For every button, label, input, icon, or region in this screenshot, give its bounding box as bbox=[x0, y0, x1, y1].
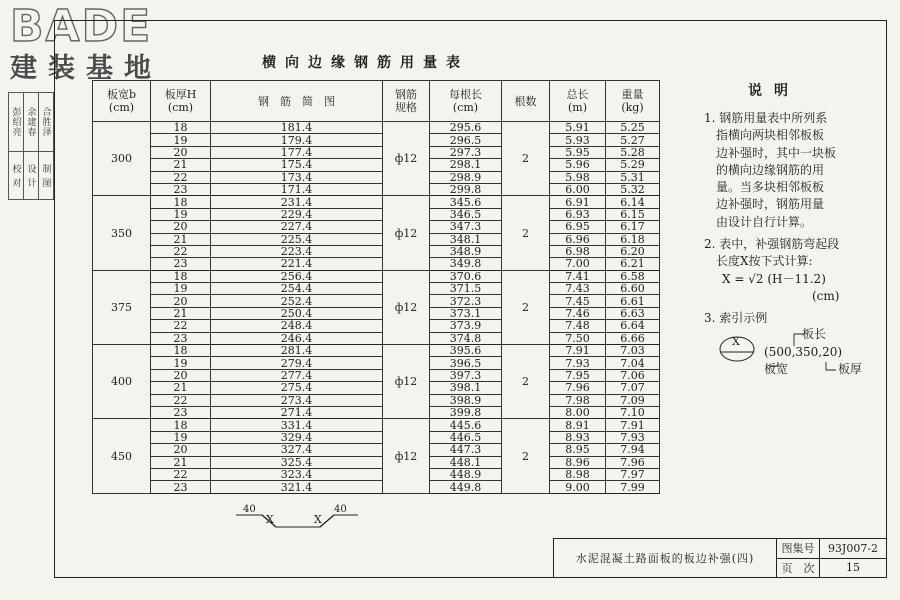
cell-width: 450 bbox=[93, 419, 151, 493]
cell-diagram-length: 221.4 bbox=[211, 258, 383, 270]
cell-weight: 7.04 bbox=[606, 357, 660, 369]
cell-diagram-length: 181.4 bbox=[211, 122, 383, 134]
cell-length-each: 345.6 bbox=[430, 196, 502, 208]
cell-thickness: 18 bbox=[151, 419, 211, 431]
cell-weight: 6.20 bbox=[606, 245, 660, 257]
cell-spec: ф12 bbox=[383, 419, 430, 493]
cell-length-each: 445.6 bbox=[430, 419, 502, 431]
cell-thickness: 22 bbox=[151, 171, 211, 183]
cell-thickness: 18 bbox=[151, 345, 211, 357]
cell-weight: 5.32 bbox=[606, 183, 660, 195]
cell-thickness: 20 bbox=[151, 444, 211, 456]
note-formula-unit: (cm) bbox=[812, 289, 840, 303]
diagram-label-right: 40 bbox=[334, 504, 347, 515]
table-row bbox=[93, 369, 660, 381]
cell-total-length: 7.98 bbox=[550, 394, 606, 406]
table-row bbox=[93, 468, 660, 480]
cell-thickness: 21 bbox=[151, 307, 211, 319]
cell-weight: 6.17 bbox=[606, 221, 660, 233]
table-row bbox=[93, 419, 660, 431]
page-number-value: 15 bbox=[820, 558, 887, 578]
note-line: 由设计自行计算。 bbox=[716, 214, 813, 229]
cell-width: 400 bbox=[93, 345, 151, 419]
cell-diagram-length: 252.4 bbox=[211, 295, 383, 307]
cell-diagram-length: 171.4 bbox=[211, 183, 383, 195]
header-total-length: 总长 (m) bbox=[550, 81, 606, 122]
cell-total-length: 7.91 bbox=[550, 345, 606, 357]
approval-role: 设 计 bbox=[24, 152, 39, 200]
cell-total-length: 7.50 bbox=[550, 332, 606, 344]
cell-length-each: 446.5 bbox=[430, 431, 502, 443]
cell-total-length: 5.95 bbox=[550, 146, 606, 158]
cell-total-length: 7.43 bbox=[550, 283, 606, 295]
cell-thickness: 23 bbox=[151, 183, 211, 195]
cell-total-length: 9.00 bbox=[550, 481, 606, 493]
table-row bbox=[93, 196, 660, 208]
note-line: 边补强时，钢筋用量 bbox=[716, 197, 825, 212]
note-line: 的横向边缘钢筋的用 bbox=[716, 162, 825, 177]
cell-diagram-length: 225.4 bbox=[211, 233, 383, 245]
cell-length-each: 298.9 bbox=[430, 171, 502, 183]
atlas-number-label: 图集号 bbox=[777, 539, 820, 559]
cell-thickness: 19 bbox=[151, 134, 211, 146]
approval-strip bbox=[8, 92, 54, 200]
cell-weight: 7.03 bbox=[606, 345, 660, 357]
cell-weight: 7.97 bbox=[606, 468, 660, 480]
cell-total-length: 6.96 bbox=[550, 233, 606, 245]
header-weight: 重量 (kg) bbox=[606, 81, 660, 122]
table-row bbox=[93, 146, 660, 158]
table-row bbox=[93, 122, 660, 134]
cell-diagram-length: 173.4 bbox=[211, 171, 383, 183]
notes-title: 说明 bbox=[748, 83, 800, 99]
diagram-label-left: 40 bbox=[243, 504, 256, 515]
cell-spec: ф12 bbox=[383, 345, 430, 419]
note-line: 1. 钢筋用量表中所列系 bbox=[704, 111, 828, 125]
table-row bbox=[93, 221, 660, 233]
cell-thickness: 22 bbox=[151, 245, 211, 257]
cell-diagram-length: 279.4 bbox=[211, 357, 383, 369]
cell-length-each: 372.3 bbox=[430, 295, 502, 307]
cell-diagram-length: 223.4 bbox=[211, 245, 383, 257]
cell-total-length: 6.95 bbox=[550, 221, 606, 233]
logo-text-bottom: 建装基地 bbox=[10, 53, 162, 84]
cell-total-length: 7.46 bbox=[550, 307, 606, 319]
cell-diagram-length: 250.4 bbox=[211, 307, 383, 319]
cell-diagram-length: 273.4 bbox=[211, 394, 383, 406]
cell-diagram-length: 325.4 bbox=[211, 456, 383, 468]
note-line: 指横向两块相邻板板 bbox=[716, 128, 825, 143]
cell-total-length: 7.00 bbox=[550, 258, 606, 270]
cell-weight: 5.27 bbox=[606, 134, 660, 146]
table-header-row bbox=[93, 81, 660, 122]
cell-thickness: 20 bbox=[151, 369, 211, 381]
cell-thickness: 21 bbox=[151, 456, 211, 468]
cell-diagram-length: 229.4 bbox=[211, 208, 383, 220]
cell-total-length: 8.98 bbox=[550, 468, 606, 480]
cell-length-each: 297.3 bbox=[430, 146, 502, 158]
cell-length-each: 398.1 bbox=[430, 382, 502, 394]
table-row bbox=[93, 171, 660, 183]
cell-weight: 6.15 bbox=[606, 208, 660, 220]
cell-length-each: 298.1 bbox=[430, 159, 502, 171]
header-spec: 钢筋 规格 bbox=[383, 81, 430, 122]
atlas-number-value: 93J007-2 bbox=[820, 539, 887, 559]
cell-total-length: 5.91 bbox=[550, 122, 606, 134]
table-row bbox=[93, 332, 660, 344]
cell-length-each: 396.5 bbox=[430, 357, 502, 369]
cell-weight: 6.60 bbox=[606, 283, 660, 295]
cell-total-length: 6.93 bbox=[550, 208, 606, 220]
cell-length-each: 370.6 bbox=[430, 270, 502, 282]
header-count: 根数 bbox=[502, 81, 550, 122]
approval-role: 校 对 bbox=[9, 152, 24, 200]
cell-weight: 6.14 bbox=[606, 196, 660, 208]
cell-thickness: 19 bbox=[151, 283, 211, 295]
cell-thickness: 18 bbox=[151, 122, 211, 134]
table-row bbox=[93, 295, 660, 307]
cell-length-each: 395.6 bbox=[430, 345, 502, 357]
cell-spec: ф12 bbox=[383, 196, 430, 270]
cell-thickness: 23 bbox=[151, 481, 211, 493]
cell-total-length: 6.00 bbox=[550, 183, 606, 195]
cell-diagram-length: 281.4 bbox=[211, 345, 383, 357]
cell-thickness: 20 bbox=[151, 295, 211, 307]
cell-count: 2 bbox=[502, 270, 550, 344]
cell-thickness: 22 bbox=[151, 394, 211, 406]
cell-total-length: 6.98 bbox=[550, 245, 606, 257]
cell-weight: 7.99 bbox=[606, 481, 660, 493]
cell-total-length: 8.91 bbox=[550, 419, 606, 431]
cell-length-each: 295.6 bbox=[430, 122, 502, 134]
cell-thickness: 22 bbox=[151, 468, 211, 480]
cell-diagram-length: 323.4 bbox=[211, 468, 383, 480]
cell-length-each: 299.8 bbox=[430, 183, 502, 195]
cell-length-each: 371.5 bbox=[430, 283, 502, 295]
cell-diagram-length: 179.4 bbox=[211, 134, 383, 146]
cell-total-length: 7.45 bbox=[550, 295, 606, 307]
table-row bbox=[93, 270, 660, 282]
cell-diagram-length: 271.4 bbox=[211, 406, 383, 418]
table-row bbox=[93, 320, 660, 332]
cell-diagram-length: 227.4 bbox=[211, 221, 383, 233]
cell-weight: 6.63 bbox=[606, 307, 660, 319]
cell-length-each: 374.8 bbox=[430, 332, 502, 344]
cell-thickness: 23 bbox=[151, 258, 211, 270]
table-row bbox=[93, 444, 660, 456]
index-thickness-label: 板厚 bbox=[838, 362, 863, 376]
cell-total-length: 6.91 bbox=[550, 196, 606, 208]
cell-length-each: 397.3 bbox=[430, 369, 502, 381]
cell-thickness: 20 bbox=[151, 146, 211, 158]
cell-weight: 7.96 bbox=[606, 456, 660, 468]
diagram-label-x-left: X bbox=[266, 513, 274, 526]
table-row bbox=[93, 406, 660, 418]
cell-diagram-length: 256.4 bbox=[211, 270, 383, 282]
cell-diagram-length: 254.4 bbox=[211, 283, 383, 295]
cell-weight: 7.06 bbox=[606, 369, 660, 381]
cell-thickness: 19 bbox=[151, 431, 211, 443]
cell-thickness: 19 bbox=[151, 208, 211, 220]
cell-diagram-length: 248.4 bbox=[211, 320, 383, 332]
cell-weight: 6.58 bbox=[606, 270, 660, 282]
cell-weight: 7.91 bbox=[606, 419, 660, 431]
cell-weight: 6.61 bbox=[606, 295, 660, 307]
cell-thickness: 21 bbox=[151, 159, 211, 171]
cell-diagram-length: 329.4 bbox=[211, 431, 383, 443]
cell-thickness: 22 bbox=[151, 320, 211, 332]
cell-total-length: 8.93 bbox=[550, 431, 606, 443]
index-values: (500,350,20) bbox=[764, 345, 843, 359]
cell-total-length: 7.95 bbox=[550, 369, 606, 381]
cell-diagram-length: 327.4 bbox=[211, 444, 383, 456]
table-row bbox=[93, 258, 660, 270]
cell-weight: 7.07 bbox=[606, 382, 660, 394]
cell-length-each: 398.9 bbox=[430, 394, 502, 406]
logo-text-top: BADE bbox=[10, 1, 153, 52]
cell-weight: 6.66 bbox=[606, 332, 660, 344]
cell-total-length: 8.96 bbox=[550, 456, 606, 468]
cell-length-each: 448.1 bbox=[430, 456, 502, 468]
table-row bbox=[93, 382, 660, 394]
cell-length-each: 346.5 bbox=[430, 208, 502, 220]
cell-spec: ф12 bbox=[383, 122, 430, 196]
index-width-label: 板宽 bbox=[764, 362, 789, 376]
cell-spec: ф12 bbox=[383, 270, 430, 344]
cell-total-length: 7.93 bbox=[550, 357, 606, 369]
cell-length-each: 448.9 bbox=[430, 468, 502, 480]
approval-cell: 合胜泽 bbox=[39, 93, 54, 152]
note-3: 3. 索引示例 bbox=[704, 311, 768, 325]
cell-length-each: 399.8 bbox=[430, 406, 502, 418]
table-row bbox=[93, 283, 660, 295]
cell-thickness: 19 bbox=[151, 357, 211, 369]
note-2 bbox=[704, 236, 839, 271]
cell-width: 350 bbox=[93, 196, 151, 270]
note-line: 边补强时，其中一块板 bbox=[716, 145, 837, 160]
cell-diagram-length: 275.4 bbox=[211, 382, 383, 394]
cell-total-length: 7.48 bbox=[550, 320, 606, 332]
cell-weight: 6.21 bbox=[606, 258, 660, 270]
cell-count: 2 bbox=[502, 419, 550, 493]
table-row bbox=[93, 345, 660, 357]
cell-count: 2 bbox=[502, 196, 550, 270]
cell-length-each: 347.3 bbox=[430, 221, 502, 233]
cell-length-each: 348.1 bbox=[430, 233, 502, 245]
table-row bbox=[93, 431, 660, 443]
cell-length-each: 373.1 bbox=[430, 307, 502, 319]
note-1 bbox=[704, 110, 836, 231]
cell-diagram-length: 246.4 bbox=[211, 332, 383, 344]
cell-total-length: 5.98 bbox=[550, 171, 606, 183]
approval-cell: 余建春 bbox=[24, 93, 39, 152]
cell-thickness: 21 bbox=[151, 382, 211, 394]
cell-count: 2 bbox=[502, 345, 550, 419]
cell-total-length: 8.00 bbox=[550, 406, 606, 418]
cell-total-length: 7.96 bbox=[550, 382, 606, 394]
table-row bbox=[93, 307, 660, 319]
cell-length-each: 348.9 bbox=[430, 245, 502, 257]
header-diagram: 钢 筋 简 图 bbox=[211, 81, 383, 122]
cell-thickness: 23 bbox=[151, 332, 211, 344]
cell-weight: 5.28 bbox=[606, 146, 660, 158]
page-number-label: 页 次 bbox=[777, 558, 820, 578]
table-row bbox=[93, 208, 660, 220]
cell-length-each: 447.3 bbox=[430, 444, 502, 456]
table-row bbox=[93, 134, 660, 146]
cell-diagram-length: 177.4 bbox=[211, 146, 383, 158]
cell-total-length: 7.41 bbox=[550, 270, 606, 282]
cell-width: 300 bbox=[93, 122, 151, 196]
cell-diagram-length: 331.4 bbox=[211, 419, 383, 431]
header-length-each: 每根长 (cm) bbox=[430, 81, 502, 122]
table-row bbox=[93, 183, 660, 195]
table-row bbox=[93, 394, 660, 406]
cell-diagram-length: 277.4 bbox=[211, 369, 383, 381]
table-row bbox=[93, 159, 660, 171]
cell-thickness: 18 bbox=[151, 270, 211, 282]
drawing-title: 水泥混凝土路面板的板边补强(四) bbox=[554, 539, 777, 578]
cell-weight: 7.93 bbox=[606, 431, 660, 443]
cell-weight: 5.29 bbox=[606, 159, 660, 171]
approval-cell: 彭绍亮 bbox=[9, 93, 24, 152]
cell-width: 375 bbox=[93, 270, 151, 344]
cell-length-each: 449.8 bbox=[430, 481, 502, 493]
rebar-quantity-table bbox=[92, 80, 660, 494]
cell-thickness: 23 bbox=[151, 406, 211, 418]
note-line: 量。当多块相邻板板 bbox=[716, 180, 825, 195]
cell-thickness: 21 bbox=[151, 233, 211, 245]
cell-weight: 7.10 bbox=[606, 406, 660, 418]
table-row bbox=[93, 245, 660, 257]
diagram-label-x-right: X bbox=[314, 513, 322, 526]
cell-weight: 7.09 bbox=[606, 394, 660, 406]
note-line: 长度X按下式计算: bbox=[716, 254, 813, 269]
header-width: 板宽b (cm) bbox=[93, 81, 151, 122]
cell-diagram-length: 321.4 bbox=[211, 481, 383, 493]
header-thickness: 板厚H (cm) bbox=[151, 81, 211, 122]
cell-thickness: 18 bbox=[151, 196, 211, 208]
cell-total-length: 5.96 bbox=[550, 159, 606, 171]
index-length-label: 板长 bbox=[802, 327, 827, 341]
title-block bbox=[553, 538, 887, 578]
cell-total-length: 5.93 bbox=[550, 134, 606, 146]
note-line: 2. 表中，补强钢筋弯起段 bbox=[704, 237, 840, 251]
cell-weight: 6.64 bbox=[606, 320, 660, 332]
cell-total-length: 8.95 bbox=[550, 444, 606, 456]
note-formula: X = √2 (H－11.2) bbox=[722, 272, 826, 286]
cell-thickness: 20 bbox=[151, 221, 211, 233]
cell-weight: 5.31 bbox=[606, 171, 660, 183]
cell-length-each: 349.8 bbox=[430, 258, 502, 270]
cell-weight: 5.25 bbox=[606, 122, 660, 134]
table-row bbox=[93, 357, 660, 369]
cell-length-each: 296.5 bbox=[430, 134, 502, 146]
cell-weight: 7.94 bbox=[606, 444, 660, 456]
table-row bbox=[93, 456, 660, 468]
approval-role: 制 图 bbox=[39, 152, 54, 200]
cell-diagram-length: 175.4 bbox=[211, 159, 383, 171]
cell-weight: 6.18 bbox=[606, 233, 660, 245]
cell-length-each: 373.9 bbox=[430, 320, 502, 332]
table-row bbox=[93, 481, 660, 493]
table-row bbox=[93, 233, 660, 245]
cell-diagram-length: 231.4 bbox=[211, 196, 383, 208]
rebar-table-container bbox=[92, 80, 660, 494]
table-title: 横向边缘钢筋用量表 bbox=[262, 55, 469, 71]
index-symbol-x: X bbox=[732, 335, 740, 348]
cell-count: 2 bbox=[502, 122, 550, 196]
